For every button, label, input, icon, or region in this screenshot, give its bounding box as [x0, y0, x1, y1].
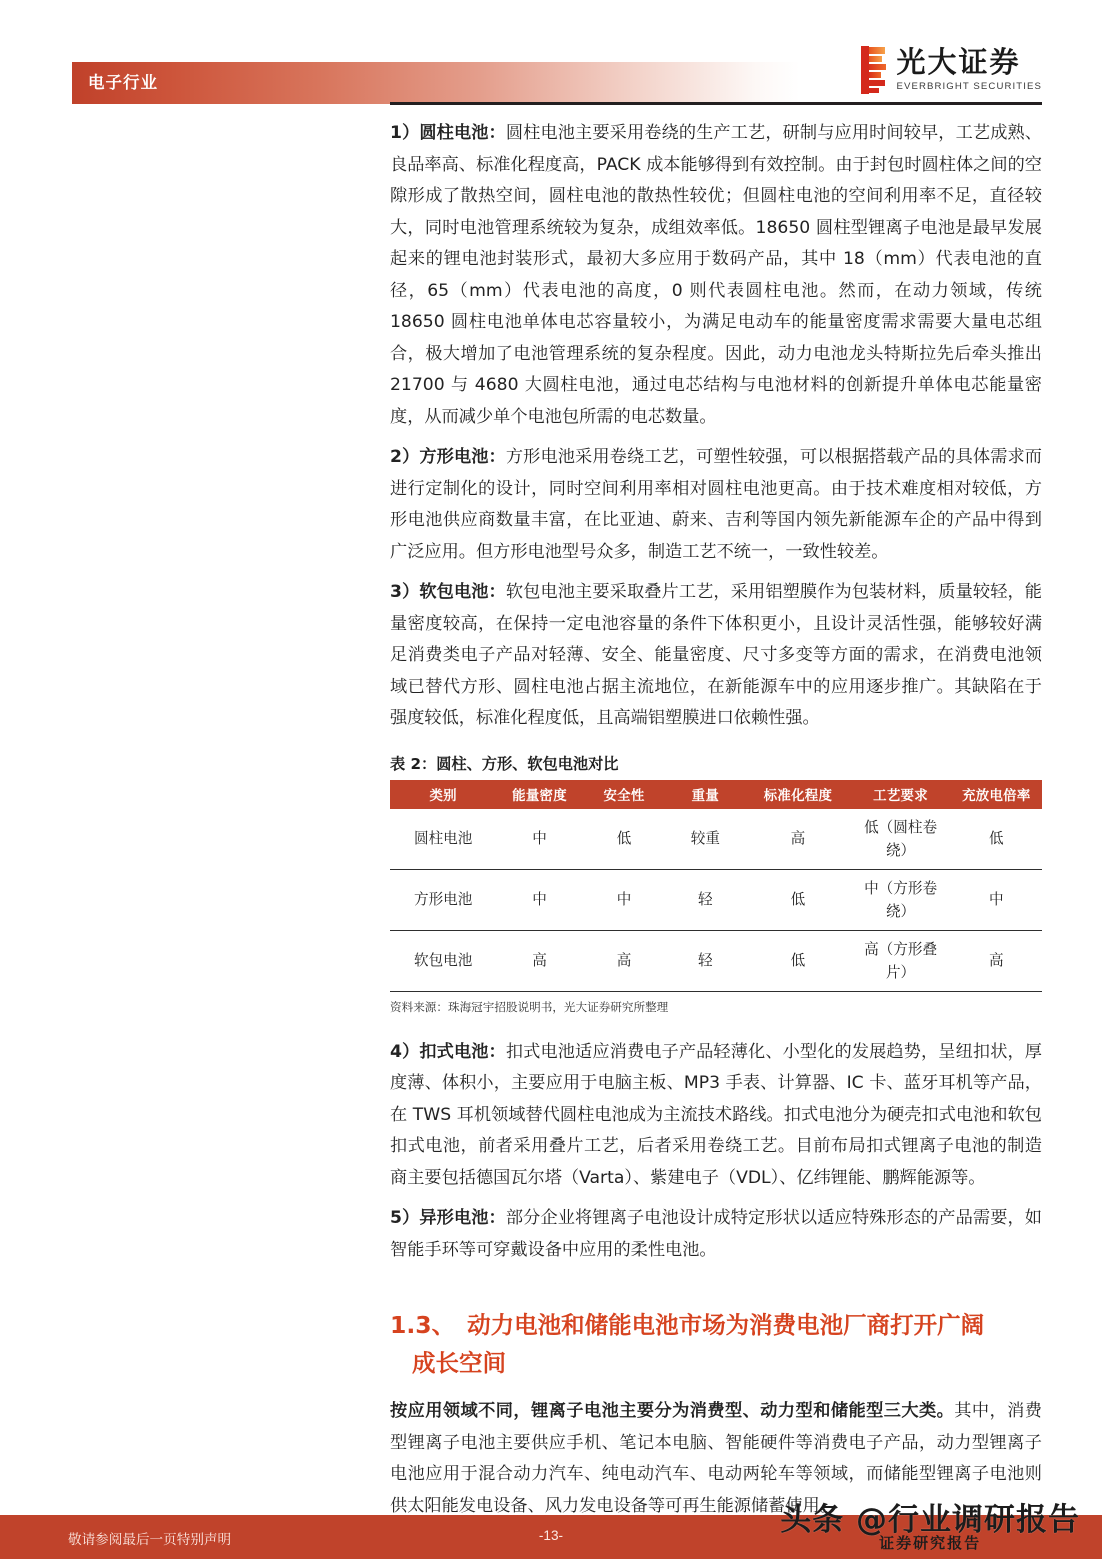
header-industry-tag: 电子行业 — [88, 74, 158, 92]
table-header-row — [390, 780, 1042, 809]
table-cell: 中 — [496, 869, 582, 930]
paragraph-coin-battery — [390, 1037, 1042, 1195]
paragraph-application-fields — [390, 1396, 1042, 1522]
footer-page-number: -13- — [538, 1528, 564, 1543]
table-cell: 中 — [951, 869, 1042, 930]
section-number: 1.3、 — [390, 1311, 456, 1339]
page-header — [0, 0, 1102, 112]
table-row — [390, 930, 1042, 991]
paragraph-2-lead: 2）方形电池： — [390, 447, 506, 467]
paragraph-4-lead: 4）扣式电池： — [390, 1041, 506, 1062]
document-body — [390, 118, 1042, 1531]
paragraph-1-lead: 1）圆柱电池： — [390, 123, 506, 143]
brand-name-zh: 光大证券 — [896, 45, 1021, 79]
table-row — [390, 809, 1042, 870]
table-cell: 中 — [496, 809, 582, 870]
paragraph-6-text: 其中，消费型锂离子电池主要供应手机、笔记本电脑、智能硬件等消费电子产品，动力型锂离子电池应用于混合动力汽车、纯电动汽车、电动两轮车等领域，而储能型锂离子电池则供太阳能发电设备、风力发电设备等可再生能源储蓄使用。 — [390, 1401, 1042, 1516]
table-cell: 低 — [951, 809, 1042, 870]
paragraph-shaped-battery — [390, 1203, 1042, 1266]
table-cell: 高 — [951, 930, 1042, 991]
paragraph-5-text: 部分企业将锂离子电池设计成特定形状以适应特殊形态的产品需要，如智能手环等可穿戴设备中应用的柔性电池。 — [390, 1208, 1042, 1260]
paragraph-4-text: 扣式电池适应消费电子产品轻薄化、小型化的发展趋势，呈纽扣状，厚度薄、体积小，主要应用于电脑主板、MP3 手表、计算器、IC 卡、蓝牙耳机等产品，在 TWS 耳机领域替代圆柱电池成为主流技术路线。扣式电池分为硬壳扣式电池和软包扣式电池，前者采用叠片工艺，后者采用卷绕工艺。目前布局扣式锂离子电池的制造商主要包括德国瓦尔塔（Varta）、紫建电子（VDL）、亿纬锂能、鹏辉能源等。 — [390, 1041, 1042, 1188]
table-header-cell: 能量密度 — [496, 780, 582, 809]
table-header-cell: 安全性 — [583, 780, 666, 809]
table-cell: 低 — [583, 809, 666, 870]
footer-disclaimer: 敬请参阅最后一页特别声明 — [68, 1532, 232, 1548]
table-cell: 方形电池 — [390, 869, 496, 930]
table-cell: 较重 — [665, 809, 745, 870]
paragraph-5-lead: 5）异形电池： — [390, 1208, 506, 1228]
page-footer — [0, 1515, 1102, 1559]
header-gradient-bar — [72, 62, 800, 104]
table-caption: 表 2：圆柱、方形、软包电池对比 — [390, 754, 619, 773]
watermark-main-text: 头条 @行业调研报告 — [780, 1502, 1080, 1538]
table-cell: 高 — [745, 809, 850, 870]
paragraph-cylindrical-battery — [390, 118, 1042, 433]
paragraph-pouch-battery — [390, 577, 1042, 735]
battery-comparison-table — [390, 780, 1042, 992]
brand-logo — [861, 46, 1042, 94]
table-cell: 轻 — [665, 930, 745, 991]
watermark-sub-text: 证券研究报告 — [879, 1534, 982, 1552]
table-header-cell: 充放电倍率 — [951, 780, 1042, 809]
table-cell: 圆柱电池 — [390, 809, 496, 870]
table-source-note: 资料来源：珠海冠宇招股说明书，光大证券研究所整理 — [390, 999, 669, 1014]
brand-name-en: EVERBRIGHT SECURITIES — [896, 81, 1042, 92]
table-row — [390, 869, 1042, 930]
paragraph-6-lead: 按应用领域不同，锂离子电池主要分为消费型、动力型和储能型三大类。 — [390, 1401, 955, 1421]
comparison-table-block — [390, 753, 1042, 1015]
table-header-cell: 工艺要求 — [851, 780, 951, 809]
table-cell: 中（方形卷绕） — [851, 869, 951, 930]
table-cell: 软包电池 — [390, 930, 496, 991]
table-cell: 高 — [496, 930, 582, 991]
table-cell: 轻 — [665, 869, 745, 930]
paragraph-prismatic-battery — [390, 442, 1042, 568]
paragraph-3-lead: 3）软包电池： — [390, 582, 506, 602]
section-title-line1: 动力电池和储能电池市场为消费电池厂商打开广阔 — [467, 1311, 985, 1339]
everbright-logo-icon — [861, 46, 887, 94]
table-cell: 中 — [583, 869, 666, 930]
table-header-cell: 类别 — [390, 780, 496, 809]
section-heading-1-3 — [390, 1306, 1042, 1382]
paragraph-1-text: 圆柱电池主要采用卷绕的生产工艺，研制与应用时间较早，工艺成熟、良品率高、标准化程度高，PACK 成本能够得到有效控制。由于封包时圆柱体之间的空隙形成了散热空间，圆柱电池的散热性较优；但圆柱电池的空间利用率不足，直径较大，同时电池管理系统较为复杂，成组效率低。18650 圆柱型锂离子电池是最早发展起来的锂电池封装形式，最初大多应用于数码产品，其中 18（mm）代表电池的直径，65（mm）代表电池的高度，0 则代表圆柱电池。然而，在动力领域，传统 18650 圆柱电池单体电芯容量较小，为满足电动车的能量密度需求需要大量电芯组合，极大增加了电池管理系统的复杂程度。因此，动力电池龙头特斯拉先后牵头推出 21700 与 4680 大圆柱电池，通过电芯结构与电池材料的创新提升单体电芯能量密度，从而减少单个电池包所需的电芯数量。 — [390, 123, 1042, 427]
paragraph-3-text: 软包电池主要采取叠片工艺，采用铝塑膜作为包装材料，质量较轻，能量密度较高，在保持一定电池容量的条件下体积更小，且设计灵活性强，能够较好满足消费类电子产品对轻薄、安全、能量密度、尺寸多变等方面的需求，在消费电池领域已替代方形、圆柱电池占据主流地位，在新能源车中的应用逐步推广。其缺陷在于强度较低，标准化程度低，且高端铝塑膜进口依赖性强。 — [390, 582, 1042, 728]
table-header-cell: 标准化程度 — [745, 780, 850, 809]
table-cell: 高 — [583, 930, 666, 991]
table-cell: 高（方形叠片） — [851, 930, 951, 991]
table-cell: 低 — [745, 869, 850, 930]
table-cell: 低（圆柱卷绕） — [851, 809, 951, 870]
header-divider-rule — [390, 102, 1042, 105]
table-header-cell: 重量 — [665, 780, 745, 809]
table-cell: 低 — [745, 930, 850, 991]
section-title-line2: 成长空间 — [412, 1349, 506, 1377]
paragraph-2-text: 方形电池采用卷绕工艺，可塑性较强，可以根据搭载产品的具体需求而进行定制化的设计，同时空间利用率相对圆柱电池更高。由于技术难度相对较低，方形电池供应商数量丰富，在比亚迪、蔚来、吉利等国内领先新能源车企的产品中得到广泛应用。但方形电池型号众多，制造工艺不统一，一致性较差。 — [390, 447, 1042, 562]
